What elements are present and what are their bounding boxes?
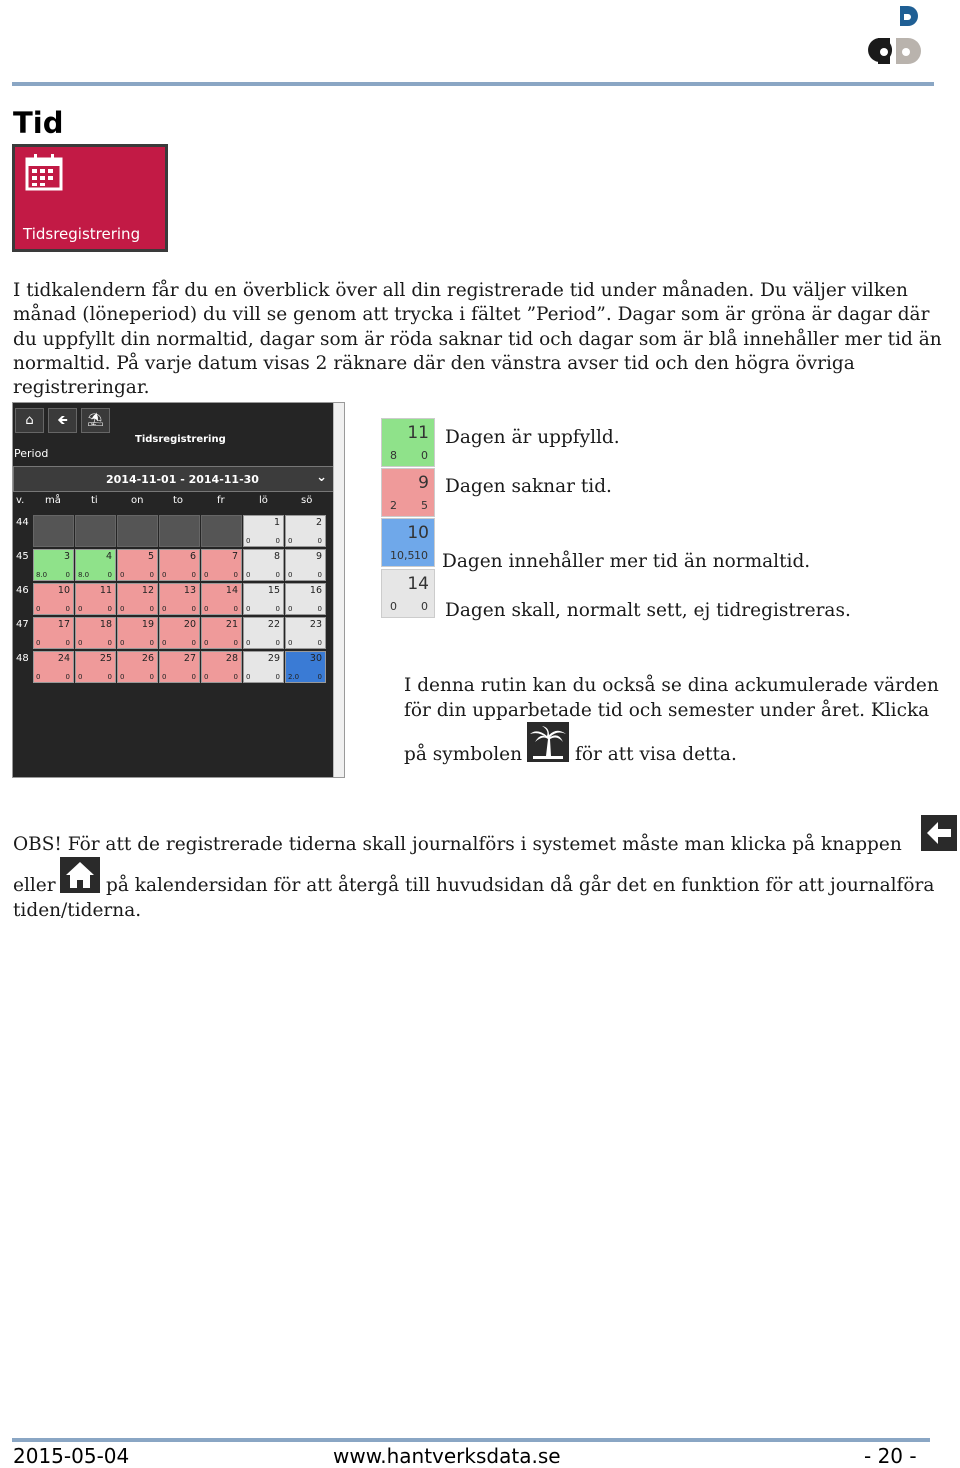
legend-time-counter: 10,5 [390, 549, 415, 562]
calendar-day-cell[interactable] [243, 549, 284, 581]
calendar-day-cell[interactable] [159, 617, 200, 649]
accum-line-1: I denna rutin kan du också se dina ackumulerade värden [404, 675, 939, 696]
time-counter: 8.0 [36, 571, 48, 579]
calendar-day-cell[interactable] [117, 549, 158, 581]
calendar-day-cell[interactable] [201, 617, 242, 649]
other-counter: 0 [233, 571, 238, 579]
time-counter: 0 [204, 673, 209, 681]
calendar-day-cell[interactable] [75, 583, 116, 615]
time-counter: 0 [162, 605, 167, 613]
time-counter: 0 [78, 673, 83, 681]
scrollbar[interactable] [333, 403, 344, 777]
legend-swatch [381, 468, 435, 517]
legend-text: Dagen innehåller mer tid än normaltid. [442, 551, 811, 572]
calendar-day-cell[interactable] [33, 549, 74, 581]
other-counter: 0 [65, 605, 70, 613]
other-counter: 0 [107, 605, 112, 613]
legend-time-counter: 2 [390, 499, 397, 512]
day-number: 19 [141, 619, 154, 630]
period-label: Period [14, 447, 49, 460]
weekday-header: to [173, 495, 184, 506]
week-number: 44 [16, 517, 29, 528]
legend-swatch [381, 418, 435, 467]
back-arrow-icon[interactable]: 🡸 [48, 408, 77, 433]
time-counter: 8.0 [78, 571, 90, 579]
weekday-header: on [131, 495, 144, 506]
calendar-day-cell[interactable] [33, 617, 74, 649]
calendar-day-cell[interactable] [33, 583, 74, 615]
week-number: 47 [16, 619, 29, 630]
period-select[interactable] [13, 466, 334, 492]
other-counter: 0 [191, 639, 196, 647]
chevron-down-icon: ⌄ [316, 470, 327, 485]
other-counter: 0 [275, 605, 280, 613]
footer-date: 2015-05-04 [13, 1444, 130, 1468]
beach-icon[interactable]: ⛱ [81, 408, 110, 433]
other-counter: 0 [149, 639, 154, 647]
calendar-day-cell[interactable] [285, 549, 326, 581]
intro-line-5: registreringar. [13, 377, 150, 398]
calendar-day-cell[interactable] [243, 617, 284, 649]
other-counter: 0 [317, 571, 322, 579]
calendar-day-cell[interactable] [117, 617, 158, 649]
day-number: 15 [267, 585, 280, 596]
calendar-icon [25, 153, 65, 191]
beach-icon [527, 722, 569, 762]
other-counter: 0 [191, 605, 196, 613]
time-counter: 0 [204, 571, 209, 579]
legend-other-counter: 5 [421, 499, 428, 512]
other-counter: 0 [275, 537, 280, 545]
week-number: 45 [16, 551, 29, 562]
time-counter: 0 [162, 571, 167, 579]
other-counter: 0 [317, 673, 322, 681]
other-counter: 0 [107, 639, 112, 647]
other-counter: 0 [191, 673, 196, 681]
weekday-header: lö [259, 495, 268, 506]
time-counter: 0 [162, 673, 167, 681]
calendar-day-cell[interactable] [159, 651, 200, 683]
back-arrow-icon [921, 815, 957, 851]
time-counter: 0 [78, 605, 83, 613]
intro-line-2: månad (löneperiod) du vill se genom att trycka i fältet ”Period”. Dagar som är gröna är dagar där [13, 304, 930, 325]
intro-line-1: I tidkalendern får du en överblick över all din registrerade tid under månaden. Du väljer vilken [13, 280, 908, 301]
time-counter: 0 [120, 571, 125, 579]
other-counter: 0 [65, 639, 70, 647]
time-counter: 0 [120, 605, 125, 613]
weekday-header: sö [301, 495, 313, 506]
other-counter: 0 [233, 673, 238, 681]
day-number: 9 [315, 551, 322, 562]
app-title: Tidsregistrering [135, 434, 226, 445]
legend-day-number: 11 [407, 423, 429, 443]
day-number: 14 [225, 585, 238, 596]
obs-line-1: OBS! För att de registrerade tiderna skall journalförs i systemet måste man klicka på knappen [13, 834, 902, 855]
other-counter: 0 [275, 639, 280, 647]
intro-line-3: du uppfyllt din normaltid, dagar som är röda saknar tid och dagar som är blå innehåller mer tid än [13, 329, 942, 350]
time-counter: 0 [246, 673, 251, 681]
header-rule [12, 82, 934, 86]
calendar-day-cell[interactable] [243, 583, 284, 615]
other-counter: 0 [275, 571, 280, 579]
other-counter: 0 [317, 605, 322, 613]
calendar-day-cell[interactable] [117, 583, 158, 615]
day-number: 22 [267, 619, 280, 630]
day-number: 18 [99, 619, 112, 630]
time-counter: 0 [288, 605, 293, 613]
calendar-day-cell[interactable] [201, 583, 242, 615]
day-number: 20 [183, 619, 196, 630]
other-counter: 0 [191, 571, 196, 579]
calendar-day-cell[interactable] [75, 617, 116, 649]
day-number: 30 [309, 653, 322, 664]
week-number: 48 [16, 653, 29, 664]
time-counter: 0 [120, 639, 125, 647]
legend-text: Dagen skall, normalt sett, ej tidregistreras. [445, 600, 851, 621]
time-counter: 0 [204, 639, 209, 647]
day-number: 24 [57, 653, 70, 664]
other-counter: 0 [149, 605, 154, 613]
day-number: 13 [183, 585, 196, 596]
time-counter: 0 [36, 673, 41, 681]
other-counter: 0 [65, 571, 70, 579]
day-number: 12 [141, 585, 154, 596]
calendar-day-cell[interactable] [33, 651, 74, 683]
calendar-day-cell [75, 515, 116, 547]
home-icon[interactable]: ⌂ [15, 408, 44, 433]
calendar-day-cell[interactable] [243, 515, 284, 547]
day-number: 29 [267, 653, 280, 664]
day-number: 8 [273, 551, 280, 562]
weekday-header: v. [16, 495, 25, 506]
other-counter: 0 [149, 673, 154, 681]
day-number: 28 [225, 653, 238, 664]
calendar-day-cell [201, 515, 242, 547]
day-number: 7 [231, 551, 238, 562]
day-number: 16 [309, 585, 322, 596]
hantverksdata-logo-icon [860, 2, 924, 68]
accum-line-2: för din upparbetade tid och semester under året. Klicka [404, 700, 930, 721]
day-number: 23 [309, 619, 322, 630]
footer-rule [12, 1438, 930, 1442]
time-counter: 0 [36, 639, 41, 647]
day-number: 1 [273, 517, 280, 528]
day-number: 3 [63, 551, 70, 562]
calendar-day-cell[interactable] [285, 651, 326, 683]
day-number: 25 [99, 653, 112, 664]
calendar-day-cell [33, 515, 74, 547]
other-counter: 0 [65, 673, 70, 681]
legend-day-number: 10 [407, 523, 429, 543]
other-counter: 0 [233, 639, 238, 647]
other-counter: 0 [317, 639, 322, 647]
calendar-day-cell[interactable] [285, 617, 326, 649]
other-counter: 0 [149, 571, 154, 579]
legend-text: Dagen är uppfylld. [445, 427, 620, 448]
time-counter: 0 [36, 605, 41, 613]
time-counter: 2.0 [288, 673, 300, 681]
obs-line-2a: eller [13, 875, 56, 896]
time-counter: 0 [288, 537, 293, 545]
day-number: 2 [315, 517, 322, 528]
day-number: 21 [225, 619, 238, 630]
calendar-day-cell[interactable] [159, 583, 200, 615]
calendar-day-cell[interactable] [243, 651, 284, 683]
home-icon [60, 857, 100, 893]
day-number: 6 [189, 551, 196, 562]
other-counter: 0 [317, 537, 322, 545]
calendar-day-cell[interactable] [285, 583, 326, 615]
time-counter: 0 [78, 639, 83, 647]
day-number: 10 [57, 585, 70, 596]
accum-line-3b: för att visa detta. [575, 744, 737, 765]
obs-line-3: tiden/tiderna. [13, 900, 142, 921]
weekday-header: fr [217, 495, 225, 506]
page-title: Tid [13, 106, 64, 140]
legend-day-number: 9 [418, 473, 429, 493]
calendar-day-cell[interactable] [117, 651, 158, 683]
footer-page-number: - 20 - [864, 1444, 917, 1468]
day-number: 4 [105, 551, 112, 562]
legend-swatch [381, 569, 435, 618]
footer-url[interactable]: www.hantverksdata.se [333, 1444, 561, 1468]
calendar-day-cell[interactable] [285, 515, 326, 547]
week-number: 46 [16, 585, 29, 596]
intro-line-4: normaltid. På varje datum visas 2 räknare där den vänstra avser tid och den högra övriga [13, 353, 855, 374]
other-counter: 0 [107, 571, 112, 579]
time-counter: 0 [246, 537, 251, 545]
tidsregistrering-tile[interactable] [12, 144, 168, 252]
accum-line-3a: på symbolen [404, 744, 523, 765]
legend-text: Dagen saknar tid. [445, 476, 612, 497]
time-counter: 0 [246, 605, 251, 613]
period-value: 2014-11-01 - 2014-11-30 [106, 473, 259, 486]
tile-label: Tidsregistrering [23, 225, 141, 243]
legend-other-counter: 10 [414, 549, 428, 562]
time-counter: 0 [246, 639, 251, 647]
legend-other-counter: 0 [421, 600, 428, 613]
calendar-day-cell[interactable] [75, 549, 116, 581]
other-counter: 0 [233, 605, 238, 613]
other-counter: 0 [275, 673, 280, 681]
time-counter: 0 [162, 639, 167, 647]
legend-time-counter: 8 [390, 449, 397, 462]
day-number: 17 [57, 619, 70, 630]
time-counter: 0 [288, 571, 293, 579]
calendar-day-cell[interactable] [159, 549, 200, 581]
weekday-header: må [45, 495, 61, 506]
calendar-screenshot [12, 402, 345, 778]
obs-line-2b: på kalendersidan för att återgå till huvudsidan då går det en funktion för att journalföra [106, 875, 935, 896]
day-number: 26 [141, 653, 154, 664]
calendar-day-cell[interactable] [201, 549, 242, 581]
weekday-header: ti [91, 495, 98, 506]
time-counter: 0 [288, 639, 293, 647]
time-counter: 0 [204, 605, 209, 613]
calendar-day-cell[interactable] [201, 651, 242, 683]
calendar-day-cell [159, 515, 200, 547]
time-counter: 0 [246, 571, 251, 579]
time-counter: 0 [120, 673, 125, 681]
legend-time-counter: 0 [390, 600, 397, 613]
day-number: 5 [147, 551, 154, 562]
legend-day-number: 14 [407, 574, 429, 594]
legend-swatch [381, 518, 435, 567]
other-counter: 0 [107, 673, 112, 681]
day-number: 11 [99, 585, 112, 596]
day-number: 27 [183, 653, 196, 664]
legend-other-counter: 0 [421, 449, 428, 462]
calendar-day-cell[interactable] [75, 651, 116, 683]
calendar-day-cell [117, 515, 158, 547]
